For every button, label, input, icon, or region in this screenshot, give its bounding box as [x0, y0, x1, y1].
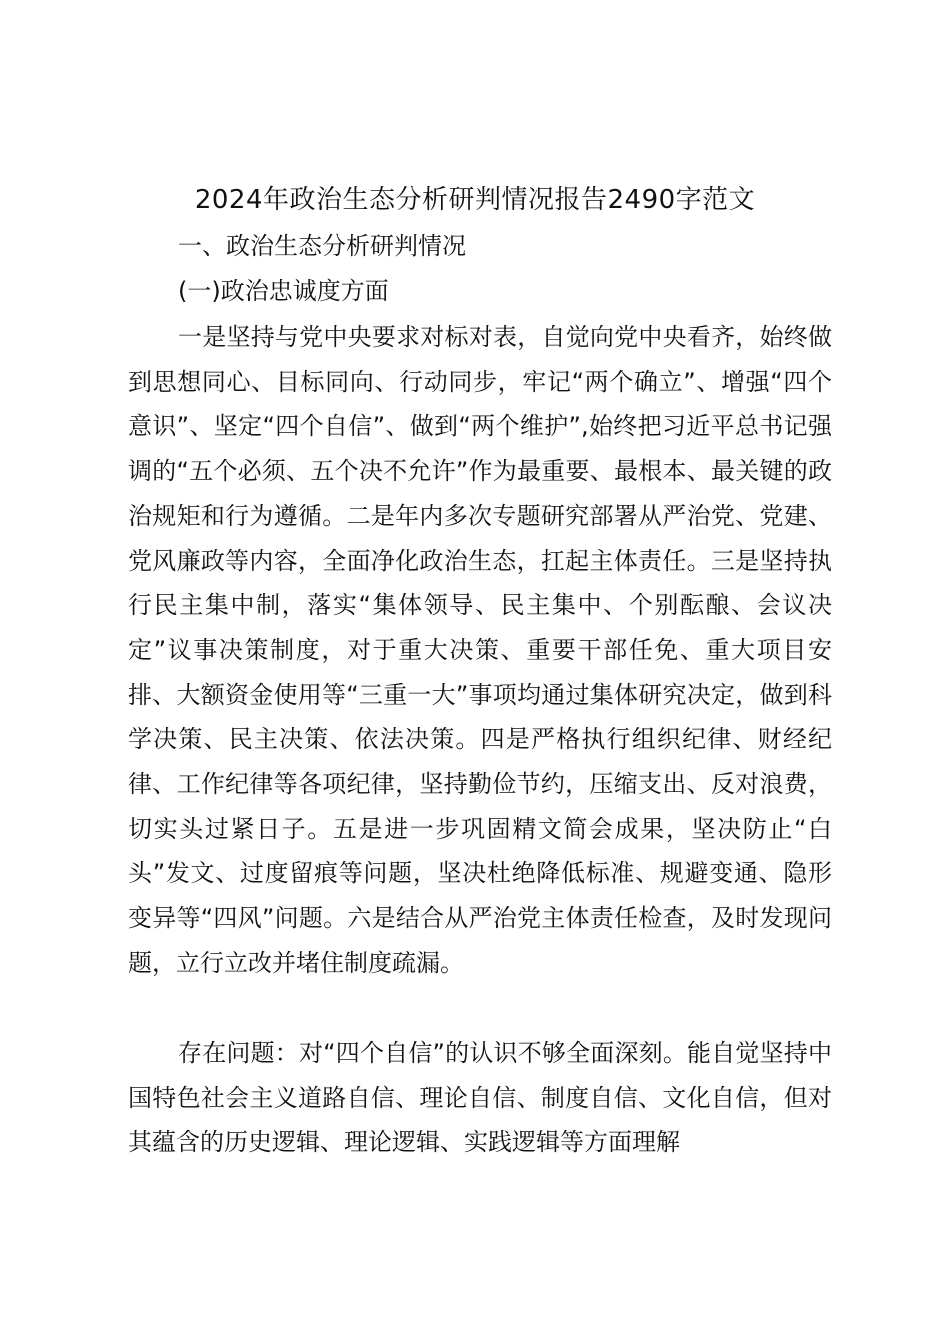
document-title: 2024年政治生态分析研判情况报告2490字范文 — [194, 185, 756, 215]
body-paragraph: 存在问题：对“四个自信”的认识不够全面深刻。能自觉坚持中国特色社会主义道路自信、理论自信、制度自信、文化自信，但对其蕴含的历史逻辑、理论逻辑、实践逻辑等方面理解 — [128, 1039, 832, 1157]
body-paragraph: 一是坚持与党中央要求对标对表，自觉向党中央看齐，始终做到思想同心、目标同向、行动同步，牢记“两个确立”、增强“四个意识”、坚定“四个自信”、做到“两个维护”,始终把习近平总书记强调的“五个必须、五个决不允许”作为最重要、最根本、最关键的政治规矩和行为遵循。二是年内多次专题研究部署从严治党、党建、党风廉政等内容，全面净化政治生态，扛起主体责任。三是坚持执行民主集中制，落实“集体领导、民主集中、个别酝酿、会议决定”议事决策制度，对于重大决策、重要干部任免、重大项目安排、大额资金使用等“三重一大”事项均通过集体研究决定，做到科学决策、民主决策、依法决策。四是严格执行组织纪律、财经纪律、工作纪律等各项纪律，坚持勤俭节约，压缩支出、反对浪费，切实头过紧日子。五是进一步巩固精文简会成果，坚决防止“白头”发文、过度留痕等问题，坚决杜绝降低标准、规避变通、隐形变异等“四风”问题。六是结合从严治党主体责任检查，及时发现问题，立行立改并堵住制度疏漏。 — [128, 323, 832, 977]
section-heading: 一、政治生态分析研判情况 — [178, 232, 466, 260]
subsection-heading: (一)政治忠诚度方面 — [178, 277, 389, 305]
